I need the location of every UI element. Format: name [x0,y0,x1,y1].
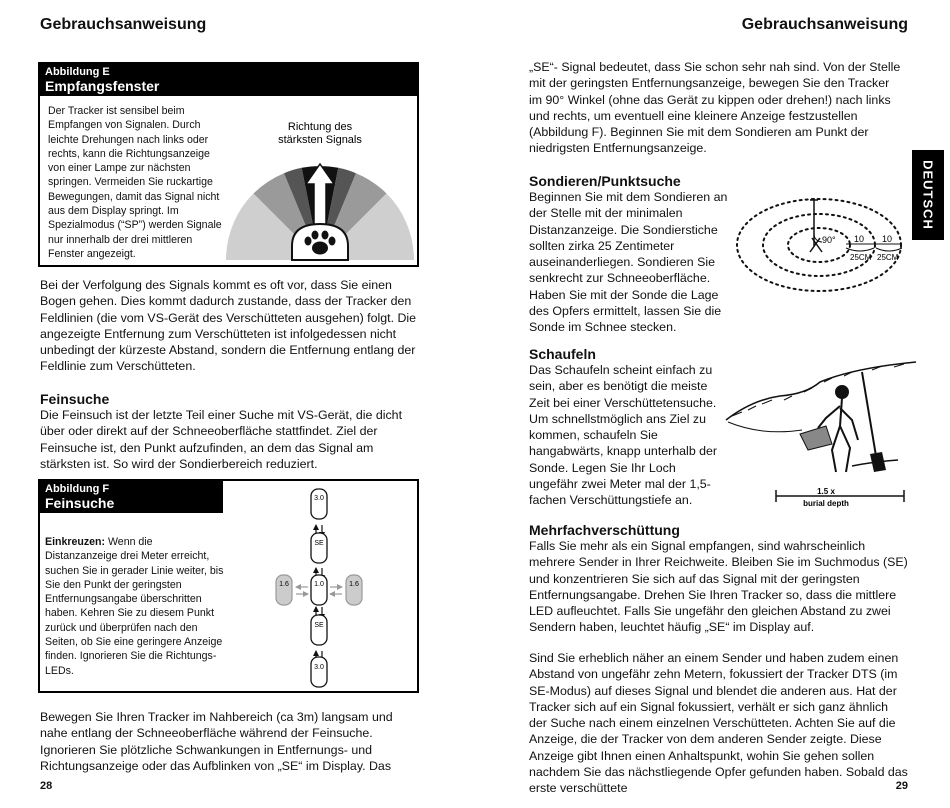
schaufeln-text: Das Schaufeln scheint einfach zu sein, aber es benötigt die meiste Zeit bei einer Verschüttetensuche. Um schnellstmöglich ans Ziel zu kommen, schaufeln Sie hangabwärts, knapp unterhalb der Sonde. Legen Sie Ihr Loch ungefähr zwei Meter mal der 1,5-fachen Verschüttungstiefe an. [529,363,718,508]
figure-f-label: Abbildung F [45,483,110,495]
burial-label-1: 1.5 x [817,487,835,496]
device-upper-label: SE [314,540,324,547]
left-para-2: Die Feinsuch ist der letzte Teil einer Suche mit VS-Gerät, die dicht über oder direkt auf der Schneeoberfläche stattfindet. Ziel der Feinsuche ist, den Punkt aufzufinden, an dem das Signal am stärksten ist. So wird der Sondierbereich reduziert. [40,408,403,471]
burial-label-2: burial depth [803,499,849,508]
figure-e-title: Empfangsfenster [45,78,160,94]
figure-f-box [38,479,419,693]
language-tab-label: DEUTSCH [920,160,936,230]
sondieren-text: Beginnen Sie mit dem Sondieren an der Stelle mit der minimalen Distanzanzeige. Die Sondierstiche sollten zirka 25 Zentimeter auseinanderliegen. Sondieren Sie senkrecht zur Schneeoberfläche. Haben Sie mit der Sonde die Lage des Opfers ermittelt, lassen Sie die Sonde im Schnee stecken. [529,190,728,335]
figure-e-label: Abbildung E [45,66,110,78]
shovel-icon [862,372,876,456]
device-lower-se [311,615,327,645]
device-top [311,489,327,519]
feinsuche-heading: Feinsuche [40,391,110,407]
device-lower-label: SE [314,622,324,629]
fine-search-diagram [270,487,380,691]
cm-label-b: 25CM [877,253,899,262]
right-page-number: 29 [895,780,908,792]
diagram-label-line1: Richtung des [287,121,353,133]
angle-label: 90° [822,235,836,245]
right-para-1: „SE“- Signal bedeutet, dass Sie schon sehr nah sind. Von der Stelle mit der geringsten Entfernungsanzeige, bewegen Sie den Tracker im 90° Winkel (ohne das Gerät zu kippen oder drehen!) nach links und rechts, um eventuell eine kleinere Anzeige festzustellen (Abbildung F). Beginnen Sie mit dem Sondieren am Punkt der niedrigsten Entfernungsanzeige. [529,60,901,156]
device-upper-se [311,533,327,563]
figure-f-header [40,481,223,513]
mehrfach-heading: Mehrfachverschüttung [529,522,680,538]
language-tab [912,150,944,240]
diagram-label-line2: stärksten Signals [278,134,362,146]
figure-e-box [38,62,419,267]
distance-label-a: 10 [854,234,865,244]
device-right-label: 1.6 [349,581,359,588]
figure-f-title: Feinsuche [45,495,115,511]
figure-e-text: Der Tracker ist sensibel beim Empfangen von Signalen. Durch leichte Drehungen nach links oder rechts, kann die Richtungsanzeige von einer Lampe zur nächsten springen. Vermeiden Sie ruckartige Bewegungen, damit das Signal nicht aus dem Display springt. Im Spezialmodus (“SP”) werden Signale nur innerhalb der drei mittleren Fenster angezeigt. [48,105,222,260]
receiving-window-diagram [222,100,416,264]
device-left-label: 1.6 [279,581,289,588]
left-page-header: Gebrauchsanweisung [40,16,207,33]
figure-f-text [45,535,225,678]
device-center-label: 1.0 [314,581,324,588]
left-para-3: Bewegen Sie Ihren Tracker im Nahbereich (ca 3m) langsam und nahe entlang der Schneeoberfläche während der Feinsuche. Ignorieren Sie plötzliche Schwankungen in Entfernungs- und Richtungsanzeige oder das Aufblinken von „SE“ im Display. Das [40,710,393,773]
schaufeln-heading: Schaufeln [529,346,596,362]
device-right [346,575,362,605]
probe-pattern-diagram [736,188,912,298]
mehrfach-text-2: Sind Sie erheblich näher an einem Sender und haben zudem einen Abstand von ungefähr zehn Metern, fokussiert der Tracker DTS (im SE-Modus) auf dieses Signal und blendet die anderen aus. Hat der Tracker sich auf ein Signal fokussiert, verhält er sich ganz ähnlich der Suche nach einem einzelnen Verschütteten. Achten Sie auf die Anzeige, die der Tracker von dem anderen Sender zeigte. Diese Anzeige gibt Ihnen einen Anhaltspunkt, wohin Sie gehen sollen nachdem Sie das nächstliegende Opfer gefunden haben. Sobald das erste verschüttete [529,651,908,796]
figure-f-text-bold: Einkreuzen: [45,536,106,548]
sondieren-heading: Sondieren/Punktsuche [529,173,681,189]
device-bottom-label: 3.0 [314,664,324,671]
left-page-number: 28 [40,780,53,792]
right-page-header: Gebrauchsanweisung [741,16,908,33]
cm-label-a: 25CM [850,253,872,262]
device-top-label: 3.0 [314,495,324,502]
device-left [276,575,292,605]
left-para-1: Bei der Verfolgung des Signals kommt es oft vor, dass Sie einen Bogen gehen. Dies kommt dadurch zustande, dass der Tracker den Feldlinien (die vom VS-Gerät des Verschütteten ausgehen) folgt. Die angezeigte Entfernung zum Verschütteten ist infolgedessen nicht unbedingt der kürzeste Abstand, sondern die Entfernung entlang der Feldlinie zum Verschütteten. [40,278,417,374]
figure-f-text-body: Wenn die Distanzanzeige drei Meter erreicht, suchen Sie in gerader Linie weiter, bis Sie den Punkt der geringsten Entfernungsangabe überschritten haben. Kehren Sie zu diesem Punkt zurück und überprüfen nach den Seiten, ob Sie eine geringere Anzeige finden. Ignorieren Sie die Richtungs-LEDs. [45,536,224,677]
shoveling-illustration [722,356,918,516]
device-bottom [311,657,327,687]
mehrfach-text-1: Falls Sie mehr als ein Signal empfangen, sind wahrscheinlich mehrere Sender in Ihrer Reichweite. Bleiben Sie im Suchmodus (SE) und konzentrieren Sie sich auf das Signal mit der geringsten Entfernungsangabe. Drehen Sie Ihren Tracker so, dass die mittlere LED aufleuchtet. Falls Sie ungefähr den gleichen Abstand zu zwei Sendern haben, leuchtet häufig „SE“ im Display auf. [529,539,908,635]
device-center [311,575,327,605]
figure-e-header [40,64,417,96]
distance-label-b: 10 [882,234,893,244]
